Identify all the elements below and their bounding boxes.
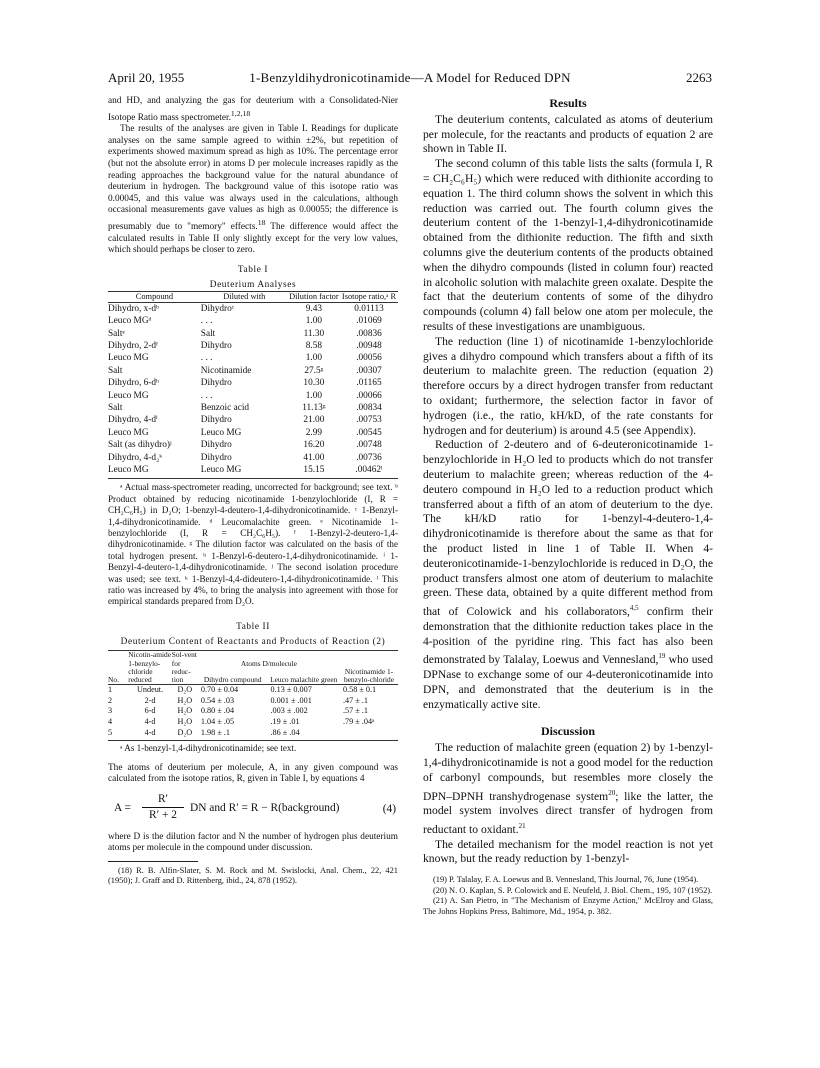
left-column bbox=[108, 96, 398, 887]
table2-body bbox=[108, 685, 398, 738]
table2-header: Nicotinamide 1-benzylo-chloride bbox=[343, 666, 395, 685]
table-row bbox=[108, 464, 398, 476]
table1-cell: 10.30 bbox=[303, 378, 325, 389]
table2-caption: Deuterium Content of Reactants and Products of Reaction (2) bbox=[120, 637, 386, 648]
table1-cell: . . . bbox=[200, 390, 213, 401]
table1-cell: Dihydro bbox=[200, 452, 232, 463]
table1-cell: Leuco MGᵈ bbox=[108, 316, 152, 327]
table1-cell: 27.5ᵍ bbox=[304, 365, 324, 376]
table1-cell: . . . bbox=[200, 353, 213, 364]
table1-header: Diluted with bbox=[223, 292, 266, 302]
table1-cell: Leuco MG bbox=[108, 390, 149, 401]
results-heading: Results bbox=[549, 96, 587, 110]
paragraph-discussion-1: The reduction of malachite green (equation 2) by 1-benzyl-1,4-dihydronicotinamide is not a good model for the reduction of carbonyl compounds, but resembles more closely the DPN–DPNH transhydrogenase system$^{20}$; like the latter, the model system involves direct transfer of hydrogen from reductant to oxidant.$^{21}$ bbox=[423, 741, 714, 836]
table2-header: Dihydro compound bbox=[203, 675, 262, 685]
table-row bbox=[108, 696, 398, 707]
table1-cell: Dihydro bbox=[200, 378, 232, 389]
table2-cell: 0.70 ± 0.04 bbox=[200, 685, 239, 695]
table1-cell: .01069 bbox=[356, 316, 382, 327]
table1-cell: Dihydroᶜ bbox=[200, 303, 235, 314]
table2-cell: .47 ± .1 bbox=[342, 695, 368, 705]
table2-header: Sol-vent for reduc-tion bbox=[171, 650, 197, 685]
table1-cell: .00836 bbox=[356, 328, 382, 339]
table1-cell: 1.00 bbox=[305, 353, 323, 364]
right-column bbox=[423, 96, 713, 917]
table2-cell: .79 ± .04ᵃ bbox=[342, 717, 375, 727]
table2-cell: 2 bbox=[108, 695, 113, 705]
table-row bbox=[108, 706, 398, 717]
table2-cell: .57 ± .1 bbox=[342, 706, 368, 716]
table-row bbox=[108, 390, 398, 402]
table2-cell: Undeut. bbox=[136, 685, 164, 695]
table2-cell: 1.04 ± .05 bbox=[200, 717, 235, 727]
table1-cell: 1.00 bbox=[305, 316, 323, 327]
table2-cell: .19 ± .01 bbox=[270, 717, 300, 727]
table1-cell: .00307 bbox=[356, 365, 382, 376]
table1-header: Compound bbox=[135, 292, 174, 302]
table2-cell: .86 ± .04 bbox=[270, 727, 300, 737]
table2-label: Table II bbox=[236, 621, 270, 632]
table1-cell: .00748 bbox=[356, 440, 382, 451]
table1 bbox=[108, 291, 398, 476]
reference-21: (21) A. San Pietro, in "The Mechanism of Enzyme Action," McElroy and Glass, The Johns Hopkins Press, Baltimore, Md., 1954, p. 382. bbox=[423, 896, 713, 916]
table-row bbox=[108, 315, 398, 327]
table1-cell: Benzoic acid bbox=[200, 402, 250, 413]
table-row bbox=[108, 427, 398, 439]
table2-header: No. bbox=[108, 675, 119, 685]
table1-cell: Salt (as dihydro)ʲ bbox=[108, 440, 172, 451]
table2-header: Leuco malachite green bbox=[270, 675, 338, 685]
table2-cell: 0.80 ± .04 bbox=[200, 706, 235, 716]
table2-cell: 0.001 ± .001 bbox=[270, 695, 312, 705]
running-header bbox=[108, 70, 712, 90]
table1-cell: .00834 bbox=[356, 402, 382, 413]
table1-cell: Salt bbox=[200, 328, 216, 339]
table-row bbox=[108, 302, 398, 315]
table2-cell: H₂O bbox=[177, 717, 193, 727]
table1-cell: .00066 bbox=[356, 390, 382, 401]
table2-cell: 5 bbox=[108, 727, 113, 737]
table1-cell: Saltᵉ bbox=[108, 328, 125, 339]
references-right bbox=[423, 875, 713, 917]
paragraph-discussion-2: The detailed mechanism for the model reaction is not yet known, but the ready reduction by 1-benzyl- bbox=[423, 837, 713, 866]
table1-cell: Dihydro, 6-dʰ bbox=[108, 378, 160, 389]
table1-cell: Leuco MG bbox=[108, 427, 149, 438]
table1-cell: Leuco MG bbox=[200, 464, 242, 475]
table1-cell: .01165 bbox=[356, 378, 382, 389]
table2-cell: 4 bbox=[108, 717, 113, 727]
table1-footnotes: ᵃ Actual mass-spectrometer reading, uncorrected for background; see text. ᵇ Product obtained by reducing nicotinamide 1-benzylochloride (I, R = CH₂C₆H₅) in D₂O; 1-benzyl-4-deutero-1,4-dihydronicotinamide. ᶜ 1-Benzyl-1,4-dihydronicotinamide. ᵈ Leucomalachite green. ᵉ Nicotinamide 1-benzylochloride (I, R = CH₂C₆H₅). ᶠ 1-Benzyl-2-deutero-1,4-dihydronicotinamide. ᵍ The dilution factor was calculated on the basis of the total hydrogen present. ʰ 1-Benzyl-6-deutero-1,4-dihydronicotinamide. ⁱ 1-Benzyl-4-deutero-1,4-dihydronicotinamide. ʲ The second isolation procedure was used; see text. ᵏ 1-Benzyl-4,4-dideutero-1,4-dihydronicotinamide. ˡ This ratio was increased by 4%, to bring the analysis into agreement with those for empirical standards prepared from D₂O. bbox=[108, 482, 398, 607]
table1-cell: .00753 bbox=[356, 415, 382, 426]
table-row bbox=[108, 328, 398, 340]
table-row bbox=[108, 717, 398, 728]
table2-cell: 0.13 ± 0.007 bbox=[270, 685, 312, 695]
table1-cell: Dihydro, 2-dᶠ bbox=[108, 340, 158, 351]
reference-20: (20) N. O. Kaplan, S. P. Colowick and E. Neufeld, J. Biol. Chem., 195, 107 (1952). bbox=[433, 885, 713, 895]
table1-cell: 8.58 bbox=[305, 340, 323, 351]
table1-cell: Nicotinamide bbox=[200, 365, 252, 376]
table1-cell: 15.15 bbox=[303, 464, 325, 475]
table1-cell: .00545 bbox=[356, 427, 382, 438]
table-row bbox=[108, 352, 398, 364]
table1-cell: 11.13ᵍ bbox=[302, 402, 326, 413]
table1-body bbox=[108, 302, 398, 476]
table1-header: Isotope ratio,ᵃ R bbox=[341, 292, 397, 302]
table1-cell: 16.20 bbox=[303, 440, 325, 451]
table-row bbox=[108, 377, 398, 389]
equation-4: A = R′ R′ + 2 DN and R′ = R − R(background) (4) bbox=[114, 792, 396, 821]
table-row bbox=[108, 414, 398, 426]
table1-cell: Dihydro bbox=[200, 440, 232, 451]
reference-18: (18) R. B. Alfin-Slater, S. M. Rock and M. Swislocki, Anal. Chem., 22, 421 (1950); J. Graff and D. Rittenberg, ibid., 24, 878 (1952). bbox=[108, 866, 398, 886]
table-row bbox=[108, 452, 398, 464]
table1-cell: .00462ˡ bbox=[355, 464, 383, 475]
table1-cell: Dihydro, x-dᵇ bbox=[108, 303, 159, 314]
table2-cell: 4-d bbox=[144, 717, 156, 727]
paragraph-equation-intro: The atoms of deuterium per molecule, A, in any given compound was calculated from the isotope ratios, R, given in Table I, by equations 4 bbox=[108, 762, 398, 785]
table1-cell: 1.00 bbox=[305, 390, 323, 401]
table2-cell: D₂O bbox=[177, 727, 193, 737]
table1-cell: Salt bbox=[108, 365, 123, 376]
table1-cell: .00736 bbox=[356, 452, 382, 463]
paragraph-results-4: Reduction of 2-deutero and of 6-deuteronicotinamide 1-benzylochloride in H₂O led to products which do not transfer deuterium to malachite green; whereas reduction of the 4-deutero compound in H₂O led to a reduction product which transferred about a fifth of an atom of deuterium to the dye. The kH/kD ratio for 1-benzyl-4-deutero-1,4-dihydronicotinamide is therefore about the same as that for the product listed in line 1 of Table II. When 4-deuteronicotinamide-1-benzylochloride is reduced in D₂O, the product transfers almost one atom of deuterium to malachite green. These data, obtained by a quite different method from that of Colowick and his collaborators,$^{4,5}$ confirm their demonstration that the dithionite reduction takes place in the 4-position of the pyridine ring. This fact has also been demonstrated by Talalay, Loewus and Vennesland,$^{19}$ who used DPNase to exchange some of our 4-deuteronicotinamide into DPN, and demonstrated that the deuterium is in the enzymatically active site. bbox=[423, 438, 713, 711]
table-row bbox=[108, 340, 398, 352]
header-title: 1-Benzyldihydronicotinamide—A Model for Reduced DPN bbox=[249, 70, 571, 85]
table2-cell: .003 ± .002 bbox=[270, 706, 308, 716]
table2-cell: 3 bbox=[108, 706, 113, 716]
table2-group-header: Atoms D/molecule bbox=[240, 658, 297, 668]
table2-header: Nicotin-amide 1-benzylo-chloride reduced bbox=[128, 650, 171, 685]
table1-cell: Dihydro bbox=[200, 415, 232, 426]
table-row bbox=[108, 402, 398, 414]
table1-cell: Dihydro, 4-dⁱ bbox=[108, 415, 158, 426]
table-row bbox=[108, 439, 398, 451]
table1-cell: 9.43 bbox=[305, 303, 323, 314]
table1-cell: .00056 bbox=[356, 353, 382, 364]
table1-cell: Salt bbox=[108, 402, 123, 413]
table1-cell: 11.30 bbox=[303, 328, 325, 339]
paragraph-results-2: The second column of this table lists the salts (formula I, R = CH₂C₆H₅) which were reduced with dithionite according to equation 1. The third column shows the solvent in which this reduction was carried out. The fourth column gives the deuterium content of the 1-benzyl-1,4-dihydronicotinamide obtained from the dithionite reduction. The fifth and sixth columns give the deuterium contents of the products obtained when the dihydro compounds (listed in column four) reacted in alcoholic solution with malachite green oxalate. Despite the fact that the deuterium contents of some of the dihydro compounds (column 4) fall below one atom per molecule, the results of these investigations are unambiguous. bbox=[423, 157, 713, 333]
reference-19: (19) P. Talalay, F. A. Loewus and B. Vennesland, This Journal, 76, June (1954). bbox=[433, 875, 699, 885]
header-date: April 20, 1955 bbox=[108, 70, 185, 85]
table2-cell bbox=[340, 728, 398, 739]
table1-cell: 2.99 bbox=[305, 427, 323, 438]
table1-cell: Dihydro bbox=[200, 340, 232, 351]
table2-cell: D₂O bbox=[177, 685, 193, 695]
paragraph-results-1: The deuterium contents, calculated as atoms of deuterium per molecule, for the reactants and products of equation 2 are shown in Table II. bbox=[423, 112, 713, 156]
table2-cell: 1 bbox=[108, 685, 113, 695]
paragraph-equation-definitions: where D is the dilution factor and N the number of hydrogen plus deuterium atoms per molecule in the compound under discussion. bbox=[108, 831, 398, 854]
header-page-number: 2263 bbox=[686, 70, 712, 85]
table2-footnote: ᵃ As 1-benzyl-1,4-dihydronicotinamide; see text. bbox=[120, 743, 297, 754]
table2-cell: 4-d bbox=[144, 727, 156, 737]
table1-cell: 21.00 bbox=[303, 415, 325, 426]
table1-caption: Deuterium Analyses bbox=[209, 279, 297, 290]
table-row bbox=[108, 728, 398, 739]
table2-cell: 2-d bbox=[144, 695, 156, 705]
table1-cell: .00948 bbox=[356, 340, 382, 351]
paragraph-isotope-method: and HD, and analyzing the gas for deuterium with a Consolidated-Nier Isotope Ratio mass spectrometer.$^{1,2,18}$ bbox=[108, 96, 398, 123]
table2-cell: 1.98 ± .1 bbox=[200, 727, 230, 737]
table2-cell: 0.58 ± 0.1 bbox=[342, 685, 377, 695]
table-row bbox=[108, 685, 398, 696]
table2-cell: H₂O bbox=[177, 706, 193, 716]
table1-cell: 0.01113 bbox=[354, 303, 384, 314]
discussion-heading: Discussion bbox=[540, 724, 596, 739]
table1-cell: . . . bbox=[200, 316, 213, 327]
table1-cell: Leuco MG bbox=[108, 353, 149, 364]
paragraph-results-table1: The results of the analyses are given in Table I. Readings for duplicate analyses on the same sample agreed to within ±2%, but repetition of experiments showed maximum spread as high as 10%. The percentage error (but not the absolute error) in atoms D per molecule increases rapidly as the reading approaches the background value for the natural abundance of deuterium in hydrogen. The background value of this isotope ratio was 0.00045, and this value was always used in the calculations, although occasional measurements gave values as high as 0.00055; the difference is presumably due to "memory" effects.$^{18}$ The difference would affect the calculated results in Table II only slightly except for the very low values, which should perhaps be closer to zero. bbox=[108, 124, 399, 256]
table1-cell: Leuco MG bbox=[200, 427, 242, 438]
table2 bbox=[108, 650, 398, 738]
table-row bbox=[108, 365, 398, 377]
table2-cell: 0.54 ± .03 bbox=[200, 695, 235, 705]
references-left bbox=[108, 866, 398, 887]
table1-label: Table I bbox=[237, 264, 269, 275]
table1-header: Dilution factor bbox=[289, 292, 339, 302]
paragraph-results-3: The reduction (line 1) of nicotinamide 1-benzylochloride gives a dihydro compound which transfers about a fifth of its deuterium to malachite green. The reduction (equation 2) therefore occurs by a direct hydrogen transfer from reductant to oxidant; furthermore, the selection factor in favor of hydrogen (i.e., the ratio, kH/kD, of the rate constants for hydrogen and for deuterium) is around 4.5 (see Appendix). bbox=[423, 334, 713, 437]
table1-cell: Dihydro, 4-d₂ᵏ bbox=[108, 452, 163, 463]
table2-cell: H₂O bbox=[177, 695, 193, 705]
table2-cell: 6-d bbox=[144, 706, 156, 716]
table1-cell: Leuco MG bbox=[108, 464, 149, 475]
table1-cell: 41.00 bbox=[303, 452, 325, 463]
